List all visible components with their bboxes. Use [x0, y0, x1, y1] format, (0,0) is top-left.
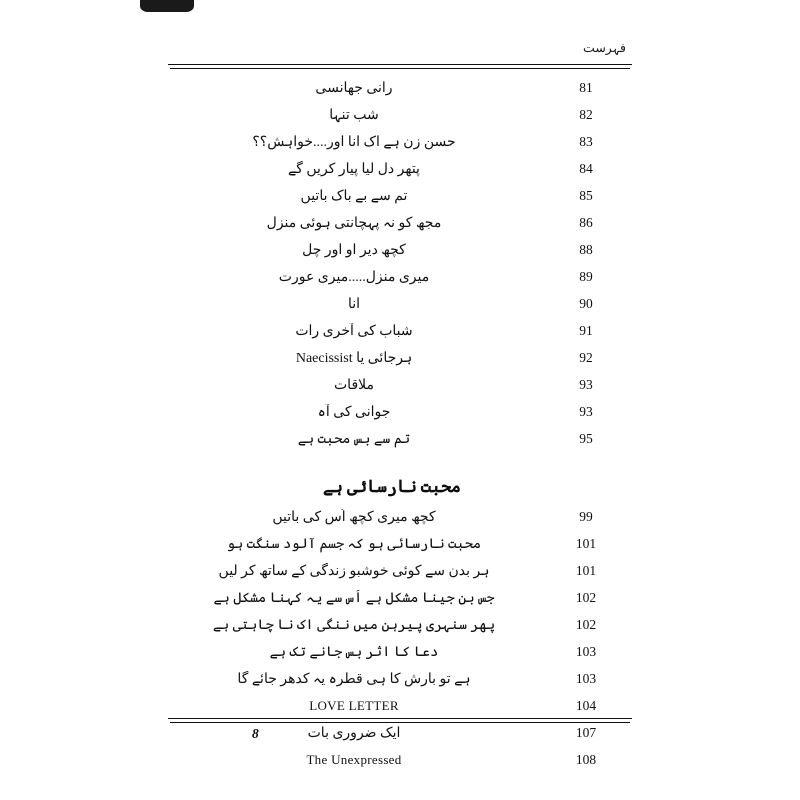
- toc-page-number: 83: [579, 134, 593, 149]
- page-content: [168, 40, 632, 767]
- toc-row[interactable]: [168, 509, 632, 536]
- toc-row[interactable]: [168, 242, 632, 269]
- scan-edge-mark: [140, 0, 194, 12]
- toc-page-number: 95: [579, 431, 593, 446]
- toc-page-number: 101: [575, 536, 597, 551]
- toc-page-number: 82: [579, 107, 593, 122]
- page-number: 8: [252, 726, 259, 741]
- toc-row[interactable]: [168, 617, 632, 644]
- toc-entry-title: پتھر دل لیا پیار کریں گے: [288, 162, 420, 177]
- toc-page-number: 102: [575, 590, 597, 605]
- toc-row[interactable]: [168, 377, 632, 404]
- toc-entry-title: کچھ دیر او اور چل: [302, 243, 406, 258]
- toc-entry-title: تم سے بس محبت ہے: [297, 432, 411, 447]
- toc-entry-title: میری منزل.....میری عورت: [278, 270, 430, 285]
- toc-entry-title: جوانی کی آہ: [317, 405, 391, 420]
- toc-page-number: 88: [579, 242, 593, 257]
- toc-row[interactable]: [168, 563, 632, 590]
- toc-page-number: 93: [579, 377, 593, 392]
- toc-row[interactable]: [168, 431, 632, 458]
- toc-row[interactable]: [168, 644, 632, 671]
- toc-entry-title: ملاقات: [334, 378, 374, 393]
- toc-entry-title: پھر سنہری پیرہن میں ننگی اک نا چاہتی ہے: [212, 618, 496, 633]
- toc-page-number: 90: [579, 296, 593, 311]
- toc-entry-title: The Unexpressed: [306, 752, 402, 767]
- toc-page-number: 101: [575, 563, 597, 578]
- toc-row[interactable]: [168, 323, 632, 350]
- toc-entry-title: حسن زن ہے اک انا اور....خواہش؟؟: [252, 135, 456, 150]
- toc-entry-title: رانی جھانسی: [315, 81, 393, 96]
- toc-row[interactable]: [168, 296, 632, 323]
- page-footer: [168, 718, 632, 746]
- toc-entry-title: ہرجائی یا Naecissist: [295, 351, 413, 366]
- toc-page-number: 85: [579, 188, 593, 203]
- toc-row[interactable]: [168, 188, 632, 215]
- toc-row[interactable]: [168, 107, 632, 134]
- toc-page-number: 91: [579, 323, 593, 338]
- toc-page-number: 86: [579, 215, 593, 230]
- toc-entry-title: تم سے بے باک باتیں: [300, 189, 408, 204]
- toc-page-number: 107: [575, 725, 597, 740]
- section-heading: محبت نارسائی ہے: [323, 477, 461, 496]
- toc-page-number: 92: [579, 350, 593, 365]
- toc-entry-title: انا: [347, 297, 361, 312]
- footer-rule: [168, 718, 632, 719]
- toc-page-number: 89: [579, 269, 593, 284]
- toc-page-number: 102: [575, 617, 597, 632]
- page-header: [168, 40, 632, 74]
- toc-page-number: 103: [575, 644, 597, 659]
- table-of-contents: [168, 80, 632, 779]
- toc-row[interactable]: [168, 161, 632, 188]
- toc-page-number: 93: [579, 404, 593, 419]
- toc-row[interactable]: [168, 404, 632, 431]
- toc-entry-title: ایک ضروری بات: [307, 726, 401, 741]
- toc-entry-title: مجھ کو نہ پہچانتی ہوئی منزل: [266, 216, 442, 231]
- toc-row[interactable]: [168, 671, 632, 698]
- toc-row[interactable]: [168, 215, 632, 242]
- toc-entry-title: جس بن جینا مشکل ہے اُس سے یہ کہنا مشکل ہے: [213, 591, 495, 606]
- toc-entry-title: دعا کا اثر بس جانے تک ہے: [269, 645, 439, 660]
- toc-page-number: 104: [575, 698, 597, 713]
- header-rule: [168, 64, 632, 65]
- toc-entry-title: ہر بدن سے کوئی خوشبو زندگی کے ساتھ کر لیں: [218, 564, 490, 579]
- header-label: فہرست: [583, 41, 626, 55]
- toc-entry-title: شب تنہا: [329, 108, 379, 123]
- toc-page-number: 81: [579, 80, 593, 95]
- toc-row[interactable]: [168, 752, 632, 779]
- toc-row[interactable]: [168, 269, 632, 296]
- toc-row[interactable]: [168, 536, 632, 563]
- toc-entry-title: شباب کی آخری رات: [295, 324, 413, 339]
- toc-entry-title: LOVE LETTER: [309, 698, 399, 713]
- toc-row[interactable]: [168, 350, 632, 377]
- toc-entry-title: کچھ میری کچھ اُس کی باتیں: [272, 510, 436, 525]
- toc-page-number: 99: [579, 509, 593, 524]
- toc-page-number: 84: [579, 161, 593, 176]
- toc-row[interactable]: [168, 590, 632, 617]
- toc-entry-title: ہے تو بارش کا ہی قطرہ یہ کدھر جائے گا: [237, 672, 471, 687]
- toc-page-number: 103: [575, 671, 597, 686]
- toc-row[interactable]: [168, 80, 632, 107]
- toc-entry-title: محبت نارسائی ہو کہ جسم آلود سنگت ہو: [226, 537, 482, 552]
- toc-row[interactable]: [168, 134, 632, 161]
- toc-page-number: 108: [575, 752, 597, 767]
